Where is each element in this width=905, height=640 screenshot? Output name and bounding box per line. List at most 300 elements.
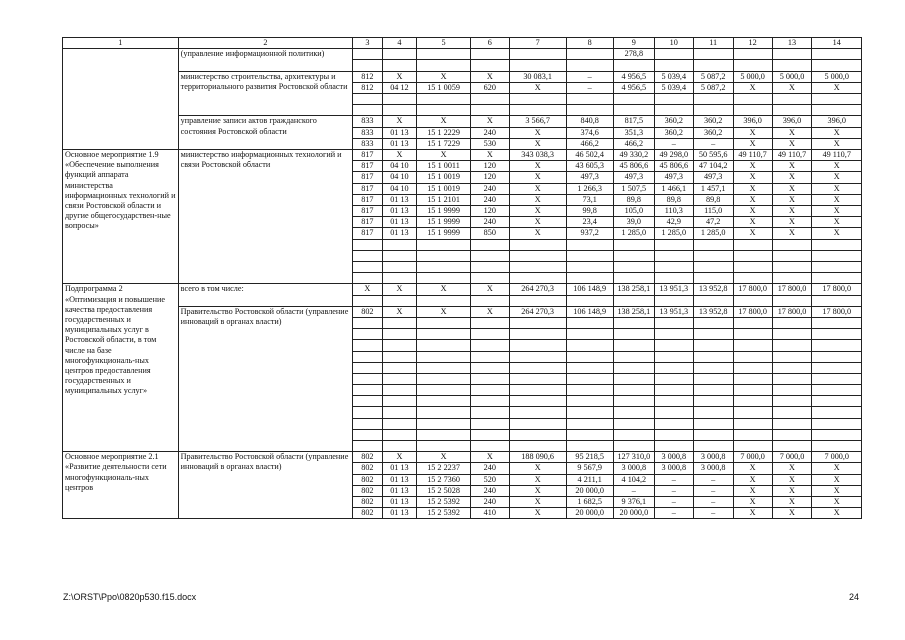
amount-cell: X [772,82,812,93]
amount-cell: X [772,206,812,217]
budget-code-cell [353,317,382,328]
budget-code-cell: 410 [470,508,509,519]
amount-cell [566,105,613,116]
amount-cell [733,329,772,340]
budget-code-cell [470,373,509,384]
amount-cell: X [509,194,566,205]
amount-cell [509,418,566,429]
amount-cell: X [772,161,812,172]
amount-cell: 89,8 [613,194,654,205]
amount-cell [654,94,693,105]
amount-cell: X [812,497,862,508]
budget-code-cell: 15 2 2237 [417,463,471,474]
budget-code-cell: 240 [470,217,509,228]
amount-cell [613,362,654,373]
budget-code-cell [417,340,471,351]
amount-cell [509,239,566,250]
amount-cell: 99,8 [566,206,613,217]
budget-code-cell: 15 1 2101 [417,194,471,205]
amount-cell [733,396,772,407]
amount-cell [613,105,654,116]
budget-code-cell: 833 [353,127,382,138]
amount-cell: X [772,508,812,519]
amount-cell: 7 000,0 [772,452,812,463]
amount-cell: X [509,228,566,239]
budget-code-cell [382,317,417,328]
amount-cell: X [772,485,812,496]
amount-cell: 497,3 [566,172,613,183]
budget-code-cell: 812 [353,82,382,93]
amount-cell: 3 000,8 [693,463,733,474]
amount-cell [733,441,772,452]
amount-cell [509,329,566,340]
amount-cell [733,273,772,284]
amount-cell [566,261,613,272]
budget-code-cell [382,429,417,440]
budget-code-cell: 04 10 [382,172,417,183]
budget-code-cell: X [470,306,509,317]
amount-cell: 4 104,2 [613,474,654,485]
amount-cell [654,351,693,362]
amount-cell: X [733,127,772,138]
amount-cell [509,49,566,60]
amount-cell [509,105,566,116]
budget-code-cell [382,373,417,384]
executor-name: министерство информационных технологий и связи Ростовской области [178,149,353,283]
amount-cell [812,239,862,250]
amount-cell [509,261,566,272]
amount-cell [772,362,812,373]
amount-cell [693,273,733,284]
amount-cell: – [693,508,733,519]
amount-cell [654,385,693,396]
amount-cell: X [509,82,566,93]
amount-cell: 127 310,0 [613,452,654,463]
budget-code-cell [417,407,471,418]
amount-cell: – [654,497,693,508]
amount-cell [613,340,654,351]
budget-code-cell [417,373,471,384]
budget-code-cell [382,295,417,306]
amount-cell [566,429,613,440]
column-number: 4 [382,38,417,49]
amount-cell [693,418,733,429]
amount-cell [566,362,613,373]
amount-cell [772,250,812,261]
amount-cell: 13 952,8 [693,306,733,317]
amount-cell [509,385,566,396]
budget-code-cell: X [382,452,417,463]
amount-cell [509,273,566,284]
amount-cell [693,441,733,452]
amount-cell [509,60,566,71]
amount-cell: 5 000,0 [812,71,862,82]
budget-code-cell: 240 [470,485,509,496]
amount-cell: 351,3 [613,127,654,138]
amount-cell: X [733,194,772,205]
amount-cell [772,261,812,272]
budget-code-cell [382,105,417,116]
amount-cell [693,60,733,71]
amount-cell [566,351,613,362]
amount-cell [733,105,772,116]
amount-cell [509,351,566,362]
amount-cell: X [509,508,566,519]
amount-cell [733,418,772,429]
budget-code-cell [417,418,471,429]
budget-code-cell [382,329,417,340]
budget-code-cell: X [353,284,382,295]
budget-code-cell [470,418,509,429]
amount-cell [566,373,613,384]
amount-cell [812,385,862,396]
amount-cell [509,407,566,418]
amount-cell [613,418,654,429]
amount-cell: 7 000,0 [733,452,772,463]
amount-cell [509,441,566,452]
amount-cell [566,94,613,105]
amount-cell [772,429,812,440]
amount-cell [733,429,772,440]
amount-cell: 374,6 [566,127,613,138]
amount-cell [654,273,693,284]
budget-code-cell [470,340,509,351]
budget-code-cell [353,295,382,306]
amount-cell [693,429,733,440]
column-number: 3 [353,38,382,49]
budget-code-cell [470,49,509,60]
amount-cell: X [509,497,566,508]
amount-cell [812,273,862,284]
amount-cell [812,317,862,328]
amount-cell: 9 567,9 [566,463,613,474]
amount-cell: X [812,82,862,93]
amount-cell [733,250,772,261]
budget-code-cell: 833 [353,138,382,149]
amount-cell: – [566,71,613,82]
budget-code-cell [417,239,471,250]
amount-cell: 3 000,8 [654,452,693,463]
amount-cell: 3 566,7 [509,116,566,127]
amount-cell [654,418,693,429]
budget-code-cell [353,418,382,429]
budget-code-cell: 15 2 5392 [417,508,471,519]
budget-code-cell [470,396,509,407]
budget-code-cell [382,261,417,272]
amount-cell [613,373,654,384]
column-number: 8 [566,38,613,49]
budget-code-cell: 833 [353,116,382,127]
budget-code-cell [470,317,509,328]
amount-cell: – [654,474,693,485]
amount-cell [613,317,654,328]
amount-cell [613,239,654,250]
executor-name: (управление информационной политики) [178,49,353,71]
amount-cell [772,60,812,71]
budget-code-cell: 817 [353,183,382,194]
budget-code-cell [382,239,417,250]
budget-code-cell [382,441,417,452]
budget-code-cell: 04 10 [382,161,417,172]
amount-cell: 110,3 [654,206,693,217]
column-number: 10 [654,38,693,49]
amount-cell [733,60,772,71]
budget-code-cell: 120 [470,161,509,172]
amount-cell [772,396,812,407]
budget-code-cell: 817 [353,194,382,205]
amount-cell [772,385,812,396]
budget-code-cell: 240 [470,497,509,508]
amount-cell [566,60,613,71]
amount-cell: 1 682,5 [566,497,613,508]
amount-cell [772,273,812,284]
amount-cell: 937,2 [566,228,613,239]
budget-code-cell [382,418,417,429]
executor-name: Правительство Ростовской области (управление инноваций в органах власти) [178,452,353,519]
amount-cell: 49 298,0 [654,149,693,160]
budget-code-cell: 15 2 7360 [417,474,471,485]
amount-cell [733,362,772,373]
budget-code-cell [470,239,509,250]
budget-code-cell: X [382,284,417,295]
amount-cell: X [733,228,772,239]
amount-cell: 5 000,0 [733,71,772,82]
amount-cell [509,362,566,373]
amount-cell [613,60,654,71]
amount-cell [812,60,862,71]
amount-cell: 9 376,1 [613,497,654,508]
budget-code-cell [470,329,509,340]
amount-cell: 278,8 [613,49,654,60]
budget-code-cell [417,385,471,396]
amount-cell: X [733,183,772,194]
budget-code-cell: 01 13 [382,474,417,485]
amount-cell: 13 952,8 [693,284,733,295]
amount-cell [654,105,693,116]
column-number: 14 [812,38,862,49]
amount-cell: X [733,82,772,93]
amount-cell [812,250,862,261]
amount-cell: 20 000,0 [566,485,613,496]
budget-code-cell [382,385,417,396]
budget-code-cell: 01 13 [382,228,417,239]
amount-cell [613,329,654,340]
amount-cell: X [772,183,812,194]
amount-cell: 17 800,0 [733,284,772,295]
amount-cell: X [733,497,772,508]
amount-cell: 5 039,4 [654,71,693,82]
budget-code-cell: X [382,71,417,82]
amount-cell [733,49,772,60]
budget-code-cell: 817 [353,161,382,172]
amount-cell: 1 285,0 [654,228,693,239]
amount-cell: 23,4 [566,217,613,228]
amount-cell: 105,0 [613,206,654,217]
amount-cell [693,373,733,384]
amount-cell: 45 806,6 [613,161,654,172]
amount-cell [812,441,862,452]
column-number: 1 [63,38,179,49]
budget-code-cell [353,351,382,362]
budget-code-cell: 802 [353,497,382,508]
amount-cell [733,407,772,418]
budget-code-cell: X [417,284,471,295]
amount-cell: 50 595,6 [693,149,733,160]
budget-code-cell: 01 13 [382,206,417,217]
amount-cell: X [733,485,772,496]
amount-cell [772,441,812,452]
amount-cell: X [772,217,812,228]
budget-code-cell [417,60,471,71]
amount-cell: – [654,508,693,519]
amount-cell [733,340,772,351]
amount-cell [693,362,733,373]
amount-cell: X [733,217,772,228]
amount-cell [812,261,862,272]
table-row [63,284,862,295]
amount-cell [733,261,772,272]
amount-cell: 138 258,1 [613,306,654,317]
amount-cell: 497,3 [654,172,693,183]
amount-cell: X [772,172,812,183]
amount-cell: X [509,161,566,172]
amount-cell: 106 148,9 [566,306,613,317]
amount-cell [693,49,733,60]
budget-code-cell: 802 [353,452,382,463]
amount-cell: X [812,138,862,149]
budget-code-cell [353,441,382,452]
activity-name: Основное мероприятие 2.1 «Развитие деятельности сети многофункциональ-ных центров [63,452,179,519]
amount-cell [812,295,862,306]
column-number: 9 [613,38,654,49]
budget-code-cell [353,250,382,261]
amount-cell: X [509,485,566,496]
amount-cell: X [772,497,812,508]
budget-code-cell: 240 [470,194,509,205]
amount-cell: 17 800,0 [812,284,862,295]
amount-cell [566,418,613,429]
activity-name: Подпрограмма 2 «Оптимизация и повышение качества предоставления государственных и муниципальных услуг в Ростовской области, в том числе на базе многофункциональ-ных центров предоставления государственных и муниципальных услуг» [63,284,179,452]
amount-cell [812,49,862,60]
budget-code-cell: X [470,149,509,160]
budget-code-cell: 15 1 2229 [417,127,471,138]
amount-cell [613,407,654,418]
budget-code-cell [470,60,509,71]
column-number: 7 [509,38,566,49]
amount-cell: X [812,194,862,205]
amount-cell: X [733,474,772,485]
budget-code-cell [417,105,471,116]
amount-cell: 5 000,0 [772,71,812,82]
budget-code-cell: 520 [470,474,509,485]
budget-code-cell: X [470,71,509,82]
budget-code-cell [470,273,509,284]
budget-code-cell [382,351,417,362]
budget-code-cell: 817 [353,217,382,228]
amount-cell [566,295,613,306]
budget-code-cell [417,295,471,306]
budget-code-cell [382,49,417,60]
amount-cell [613,295,654,306]
amount-cell: 497,3 [693,172,733,183]
amount-cell [654,261,693,272]
budget-code-cell: X [382,306,417,317]
amount-cell [509,250,566,261]
budget-code-cell [470,385,509,396]
document-path: Z:\ORST\Ppo\0820p530.f15.docx [63,592,197,602]
budget-code-cell [470,407,509,418]
amount-cell: X [812,474,862,485]
budget-code-cell [353,373,382,384]
amount-cell [772,105,812,116]
amount-cell: X [733,138,772,149]
budget-code-cell: 01 13 [382,485,417,496]
amount-cell: X [509,172,566,183]
amount-cell [654,49,693,60]
amount-cell: 466,2 [566,138,613,149]
amount-cell: 20 000,0 [566,508,613,519]
amount-cell [733,295,772,306]
amount-cell [693,396,733,407]
amount-cell: 3 000,8 [693,452,733,463]
amount-cell [654,250,693,261]
amount-cell [812,429,862,440]
budget-code-cell: X [470,116,509,127]
amount-cell: 4 956,5 [613,71,654,82]
amount-cell: 4 956,5 [613,82,654,93]
amount-cell: 1 285,0 [693,228,733,239]
amount-cell [654,362,693,373]
budget-code-cell [382,340,417,351]
amount-cell [613,250,654,261]
budget-code-cell [417,250,471,261]
amount-cell: X [812,508,862,519]
budget-code-cell [470,94,509,105]
amount-cell: 47,2 [693,217,733,228]
amount-cell [613,261,654,272]
amount-cell: 396,0 [812,116,862,127]
amount-cell: 17 800,0 [772,306,812,317]
column-number: 12 [733,38,772,49]
amount-cell [509,295,566,306]
amount-cell: 49 330,2 [613,149,654,160]
budget-code-cell: X [417,71,471,82]
budget-code-cell: 01 13 [382,508,417,519]
amount-cell: 43 605,3 [566,161,613,172]
budget-code-cell: X [417,116,471,127]
amount-cell: 497,3 [613,172,654,183]
amount-cell [654,60,693,71]
amount-cell: 343 038,3 [509,149,566,160]
amount-cell [654,373,693,384]
budget-code-cell [353,273,382,284]
amount-cell: 466,2 [613,138,654,149]
amount-cell [693,94,733,105]
budget-code-cell: X [417,306,471,317]
amount-cell: 13 951,3 [654,306,693,317]
amount-cell [566,340,613,351]
budget-code-cell [353,396,382,407]
amount-cell [772,317,812,328]
budget-code-cell: X [417,149,471,160]
activity-name [63,49,179,150]
budget-code-cell: 15 1 0059 [417,82,471,93]
amount-cell: X [812,206,862,217]
budget-code-cell [382,60,417,71]
amount-cell: X [772,228,812,239]
amount-cell [812,94,862,105]
budget-code-cell: 15 1 9999 [417,217,471,228]
